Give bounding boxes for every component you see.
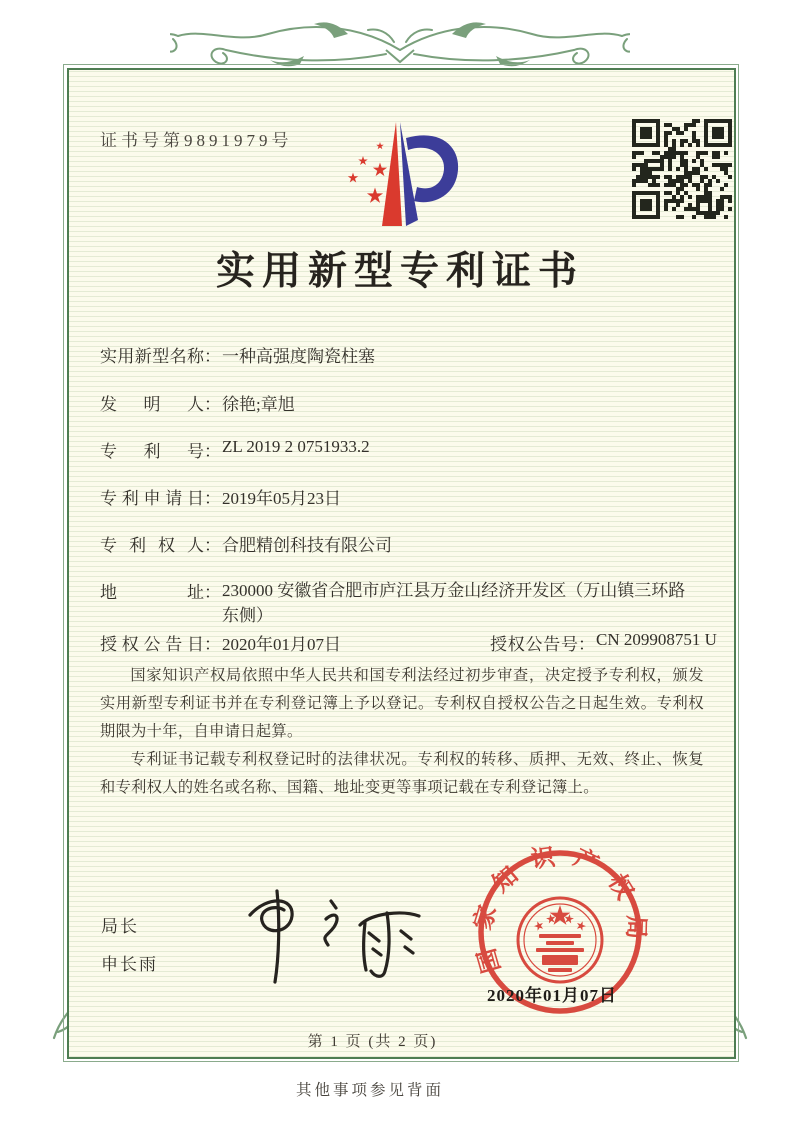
field-row-grant <box>100 630 717 655</box>
field-label: 专利号 <box>100 442 204 461</box>
field-row-inventor <box>100 390 295 415</box>
director-signature <box>222 883 427 985</box>
field-label: 实用新型名称 <box>100 347 204 366</box>
legal-paragraph-1: 国家知识产权局依照中华人民共和国专利法经过初步审查，决定授予专利权，颁发实用新型专利证书并在专利登记簿上予以登记。专利权自授权公告之日起生效。专利权期限为十年，自申请日起算。 <box>100 667 704 740</box>
field-row-address <box>100 578 696 628</box>
grant-no-label: 授权公告号 <box>490 635 578 654</box>
field-colon: ： <box>204 347 221 366</box>
cnipa-logo-icon <box>330 108 470 238</box>
qr-code <box>630 117 734 221</box>
field-colon: ： <box>204 442 221 461</box>
seal-text: 国家知识产权局 <box>470 842 649 976</box>
field-value: 徐艳;章旭 <box>222 395 295 414</box>
field-value: 230000 安徽省合肥市庐江县万金山经济开发区（万山镇三环路东侧） <box>222 581 686 625</box>
field-value: 一种高强度陶瓷柱塞 <box>222 347 375 366</box>
certificate-number: 证书号第9891979号 <box>100 131 293 150</box>
field-row-patent-no <box>100 437 370 462</box>
grant-no-group <box>490 630 717 655</box>
grant-date-label: 授权公告日 <box>100 635 204 654</box>
field-colon: ： <box>204 395 221 414</box>
legal-paragraph-2: 专利证书记载专利权登记时的法律状况。专利权的转移、质押、无效、终止、恢复和专利权人的姓名或名称、国籍、地址变更等事项记载在专利登记簿上。 <box>100 751 704 796</box>
back-note: 其他事项参见背面 <box>295 1082 444 1099</box>
field-colon: ： <box>204 536 221 555</box>
field-row-patentee <box>100 531 392 556</box>
field-row-filing-date <box>100 484 341 509</box>
grant-date-value: 2020年01月07日 <box>222 635 341 654</box>
field-label: 专利申请日 <box>100 489 204 508</box>
field-value: 合肥精创科技有限公司 <box>222 536 392 555</box>
grant-no-value: CN 209908751 U <box>596 630 717 649</box>
legal-text <box>100 662 704 802</box>
signer-title: 局长 <box>101 917 139 936</box>
field-value: ZL 2019 2 0751933.2 <box>222 437 370 456</box>
field-label: 地址 <box>100 583 204 602</box>
signer-name: 申长雨 <box>101 955 158 974</box>
field-colon: ： <box>204 583 221 602</box>
page-number: 第 1 页 (共 2 页) <box>307 1034 438 1050</box>
national-emblem-icon <box>518 898 602 982</box>
field-label: 发明人 <box>100 395 204 414</box>
certificate-title: 实用新型专利证书 <box>215 250 584 293</box>
field-colon: ： <box>578 635 595 654</box>
seal-date: 2020年01月07日 <box>487 986 617 1005</box>
field-colon: ： <box>204 489 221 508</box>
field-colon: ： <box>204 635 221 654</box>
top-scroll-ornament <box>170 6 630 70</box>
field-row-name <box>100 342 375 367</box>
field-value: 2019年05月23日 <box>222 489 341 508</box>
field-label: 专利权人 <box>100 536 204 555</box>
